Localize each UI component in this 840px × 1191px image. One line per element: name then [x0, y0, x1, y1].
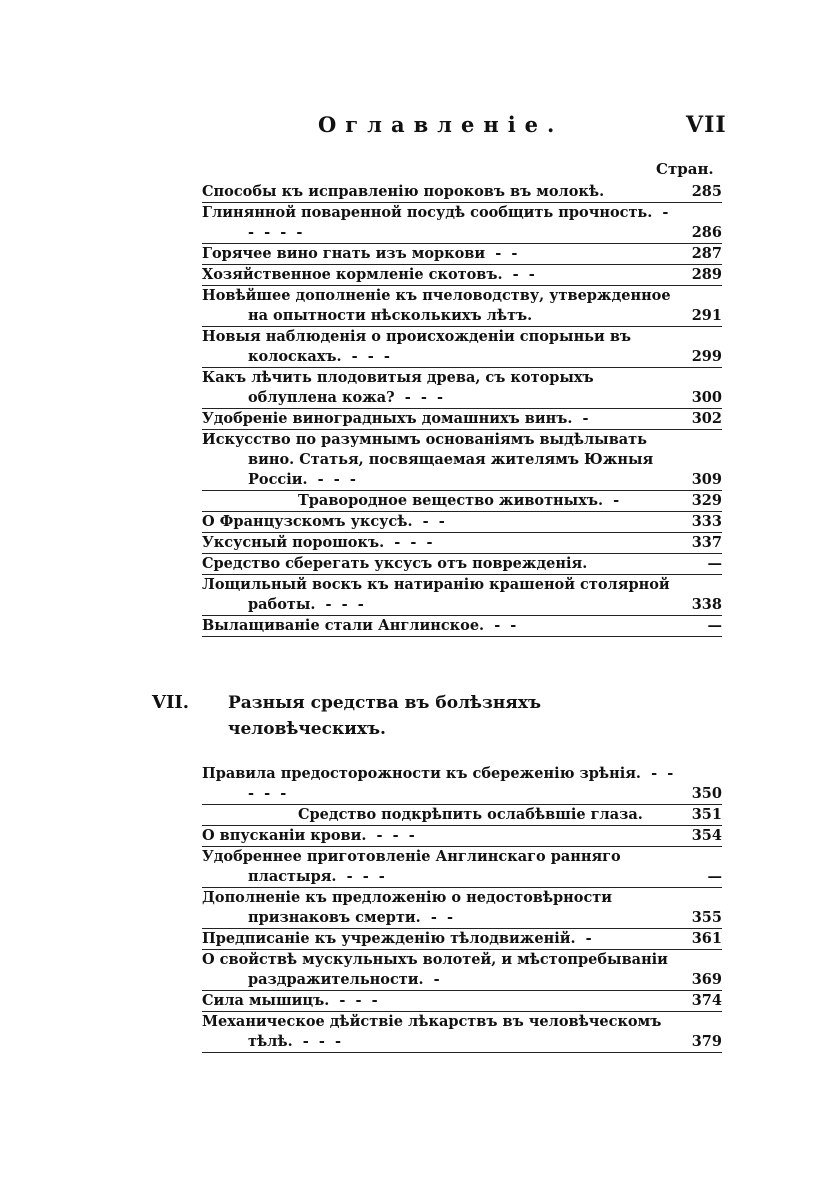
toc-entry-title: Удобреннее приготовленiе Англинскаго ранняго пластыря. - - -	[202, 848, 626, 885]
toc-entry-page: 329	[691, 492, 722, 509]
toc-entry-title: Какъ лѣчить плодовитыя древа, съ которыхъ облуплена кожа? - - -	[202, 369, 599, 406]
toc-list-part-2	[202, 764, 722, 1053]
toc-entry-page: 299	[691, 348, 722, 365]
toc-entry-page: 286	[691, 224, 722, 241]
toc-entry	[202, 826, 722, 847]
toc-entry-page: 351	[691, 806, 722, 823]
toc-entry-title: О Французскомъ уксусѣ. - -	[202, 513, 445, 530]
page-column-label: Стран.	[656, 160, 714, 178]
toc-entry-page: 291	[691, 307, 722, 324]
toc-entry-page: 337	[691, 534, 722, 551]
toc-entry	[202, 764, 722, 805]
toc-entry-page: 361	[691, 930, 722, 947]
toc-entry	[202, 182, 722, 203]
toc-entry-page: 289	[691, 266, 722, 283]
toc-entry-page: 355	[691, 909, 722, 926]
toc-entry-page: 379	[691, 1033, 722, 1050]
toc-entry-title: О свойствѣ мускульныхъ волотей, и мѣстопребыванiи раздражительности. -	[202, 951, 674, 988]
toc-entry	[202, 554, 722, 575]
toc-entry-title: Средство подкрѣпить ослабѣвшiе глаза.	[298, 806, 643, 823]
toc-entry-page: 374	[691, 992, 722, 1009]
toc-entry	[202, 888, 722, 929]
toc-entry	[202, 575, 722, 616]
toc-entry-title: Новѣйшее дополненiе къ пчеловодству, утвержденное на опытности нѣсколькихъ лѣтъ.	[202, 287, 676, 324]
toc-entry-title: Вылащиванiе стали Англинское. - -	[202, 617, 517, 634]
toc-entry	[202, 368, 722, 409]
toc-entry-title: Травородное вещество животныхъ. -	[298, 492, 620, 509]
toc-entry	[202, 286, 722, 327]
toc-entry-title: Уксусный порошокъ. - - -	[202, 534, 433, 551]
toc-entry-title: Дополненiе къ предложенiю о недостовѣрности признаковъ смерти. - -	[202, 889, 618, 926]
toc-list-part-1	[202, 182, 722, 637]
toc-entry	[202, 805, 722, 826]
toc-entry-page: 354	[691, 827, 722, 844]
toc-entry-title: Новыя наблюденiя о происхожденiи спорыньи въ колоскахъ. - - -	[202, 328, 637, 365]
toc-entry-title: Правила предосторожности къ сбереженiю зрѣнiя. - - - - -	[202, 765, 684, 802]
toc-entry	[202, 512, 722, 533]
toc-entry	[202, 847, 722, 888]
toc-entry-page: 333	[691, 513, 722, 530]
section-number: VII.	[152, 692, 190, 713]
toc-entry-page: —	[707, 555, 722, 572]
toc-entry-title: Глинянной поваренной посудѣ сообщить прочность. - - - - -	[202, 204, 679, 241]
toc-entry-title: О впусканiи крови. - - -	[202, 827, 415, 844]
toc-entry	[202, 491, 722, 512]
toc-entry	[202, 430, 722, 491]
toc-entry-title: Предписанiе къ учрежденiю тѣлодвиженiй. -	[202, 930, 592, 947]
toc-entry-page: —	[707, 868, 722, 885]
page-header	[0, 112, 840, 142]
toc-entry-title: Горячее вино гнать изъ моркови - -	[202, 245, 518, 262]
page-title: Оглавленiе.	[318, 112, 564, 137]
toc-entry-title: Хозяйственное кормленiе скотовъ. - -	[202, 266, 535, 283]
toc-entry	[202, 616, 722, 637]
toc-entry	[202, 950, 722, 991]
toc-entry-page: 285	[691, 183, 722, 200]
section-title: Разныя средства въ болѣзняхъ человѣческихъ.	[228, 693, 542, 739]
toc-entry-page: —	[707, 617, 722, 634]
toc-entry-title: Лощильный воскъ къ натиранiю крашеной столярной работы. - - -	[202, 576, 675, 613]
toc-entry	[202, 1012, 722, 1053]
toc-entry-title: Средство сберегать уксусъ отъ поврежденiя.	[202, 555, 588, 572]
toc-entry	[202, 409, 722, 430]
toc-entry-page: 338	[691, 596, 722, 613]
page-number: VII	[686, 112, 727, 138]
toc-entry-page: 369	[691, 971, 722, 988]
toc-entry-title: Способы къ исправленiю пороковъ въ молокѣ.	[202, 183, 605, 200]
toc-entry-title: Удобренiе виноградныхъ домашнихъ винъ. -	[202, 410, 589, 427]
toc-entry-title: Механическое дѣйствiе лѣкарствъ въ человѣческомъ тѣлѣ. - - -	[202, 1013, 667, 1050]
toc-entry-page: 309	[691, 471, 722, 488]
toc-entry-page: 350	[691, 785, 722, 802]
toc-entry	[202, 929, 722, 950]
toc-entry-page: 300	[691, 389, 722, 406]
toc-entry-title: Искусство по разумнымъ основанiямъ выдѣлывать вино. Статья, посвящаемая жителямъ Южныя Россiи. - - -	[202, 431, 659, 488]
toc-entry-title: Сила мышицъ. - - -	[202, 992, 378, 1009]
toc-entry	[202, 244, 722, 265]
toc-entry	[202, 533, 722, 554]
toc-entry	[202, 203, 722, 244]
toc-entry-page: 302	[691, 410, 722, 427]
toc-entry	[202, 265, 722, 286]
toc-entry-page: 287	[691, 245, 722, 262]
toc-entry	[202, 991, 722, 1012]
toc-entry	[202, 327, 722, 368]
